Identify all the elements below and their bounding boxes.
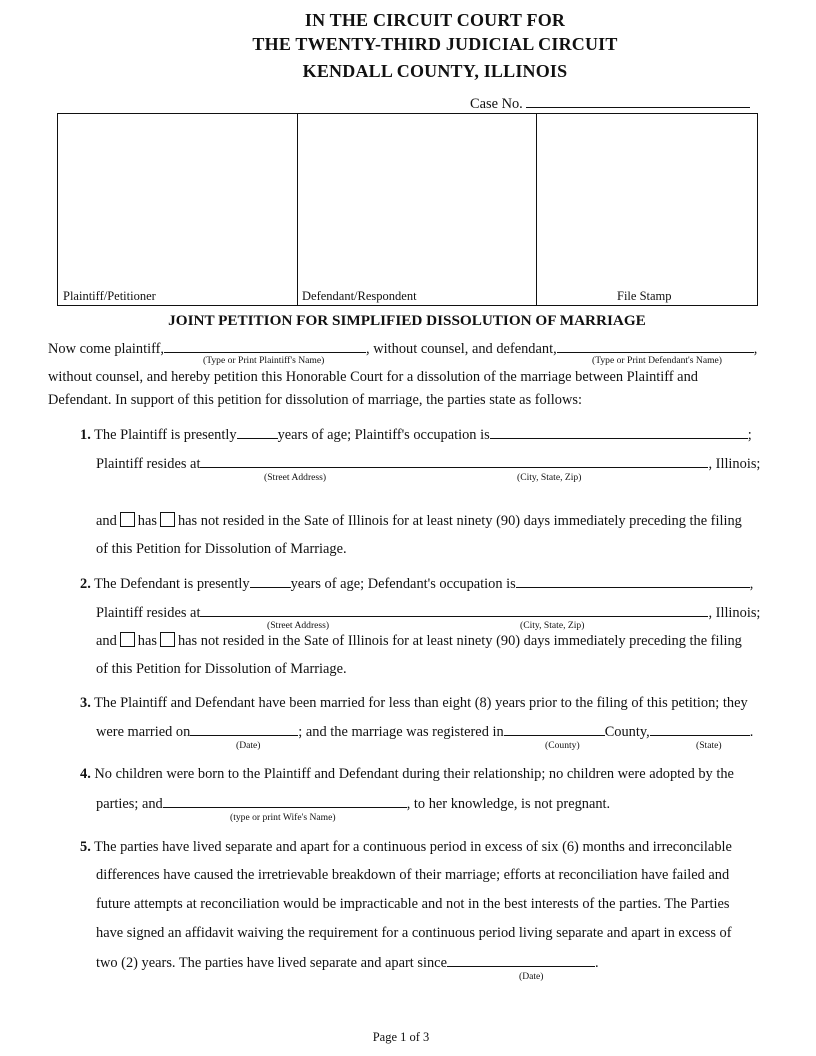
court-name: IN THE CIRCUIT COURT FOR	[304, 10, 566, 30]
item-4-text: No children were born to the Plaintiff and Defendant during their relationship; no children were adopted by the	[94, 766, 734, 782]
item-2-resides-label: Plaintiff resides at	[96, 605, 201, 621]
item-1-and: and	[96, 513, 117, 529]
item-4-number: 4.	[80, 766, 91, 782]
item-4-line-2	[96, 795, 610, 813]
intro-line-2: without counsel, and hereby petition this Honorable Court for a dissolution of the marriage between Plaintiff and	[48, 369, 698, 385]
item-2-and: and	[96, 633, 117, 649]
date-hint: (Date)	[236, 740, 261, 751]
county-hint: (County)	[545, 740, 580, 751]
item-1-text-c: ;	[747, 427, 752, 443]
state-hint: (State)	[696, 740, 722, 751]
defendant-has-resided-checkbox[interactable]	[120, 632, 135, 647]
plaintiff-name-field[interactable]	[164, 340, 366, 353]
item-1-text-a: The Plaintiff is presently	[94, 427, 237, 443]
plaintiff-occupation-field[interactable]	[490, 426, 748, 439]
item-3-text-d: .	[749, 724, 754, 740]
plaintiff-has-resided-checkbox[interactable]	[120, 512, 135, 527]
item-5-text-1: The parties have lived separate and apart for a continuous period in excess of six (6) months and irreconcilable	[94, 839, 732, 855]
circuit-name: THE TWENTY-THIRD JUDICIAL CIRCUIT	[252, 34, 618, 54]
marriage-date-field[interactable]	[190, 723, 298, 736]
plaintiff-caption: Plaintiff/Petitioner	[63, 289, 156, 303]
item-2-line-4: of this Petition for Dissolution of Marriage.	[96, 661, 347, 677]
plaintiff-age-field[interactable]	[237, 426, 278, 439]
item-1-residency-text: has not resided in the Sate of Illinois for at least ninety (90) days immediately preceding the filing	[177, 513, 742, 529]
intro-text-b: , without counsel, and defendant,	[366, 341, 557, 357]
item-2-text-c: ,	[749, 576, 754, 592]
marriage-county-field[interactable]	[504, 723, 605, 736]
separation-date-field[interactable]	[447, 954, 595, 967]
defendant-age-field[interactable]	[250, 575, 291, 588]
item-5-number: 5.	[80, 839, 91, 855]
item-2-illinois: , Illinois;	[708, 605, 761, 621]
wife-name-field[interactable]	[163, 795, 407, 808]
marriage-state-field[interactable]	[650, 723, 750, 736]
item-5-line-3: future attempts at reconciliation would be impracticable and not in the best interests of the parties. The Parties	[96, 896, 730, 912]
plaintiff-has-not-resided-checkbox[interactable]	[160, 512, 175, 527]
plaintiff-box[interactable]	[57, 113, 298, 306]
item-2-residency-text: has not resided in the Sate of Illinois for at least ninety (90) days immediately preceding the filing	[177, 633, 742, 649]
item-4-text-b: , to her knowledge, is not pregnant.	[406, 796, 611, 812]
file-stamp-box	[536, 113, 758, 306]
defendant-has-not-resided-checkbox[interactable]	[160, 632, 175, 647]
item-5-line-4: have signed an affidavit waiving the requirement for a continuous period living separate and apart in excess of	[96, 925, 732, 941]
item-3-line-1	[80, 695, 748, 712]
item-1-line-4: of this Petition for Dissolution of Marriage.	[96, 541, 347, 557]
wife-name-hint: (type or print Wife's Name)	[230, 812, 336, 823]
item-4-text-a: parties; and	[96, 796, 163, 812]
defendant-box[interactable]	[296, 113, 537, 306]
county-name: KENDALL COUNTY, ILLINOIS	[302, 61, 568, 81]
item-2-line-3	[96, 632, 742, 650]
intro-text-a: Now come plaintiff,	[48, 341, 165, 357]
defendant-caption: Defendant/Respondent	[302, 289, 417, 303]
item-4-line-1	[80, 766, 734, 783]
intro-line-3: Defendant. In support of this petition for dissolution of marriage, the parties state as follows:	[48, 392, 582, 408]
item-3-text-b: ; and the marriage was registered in	[298, 724, 504, 740]
item-1-has: has	[137, 513, 157, 529]
document-title: JOINT PETITION FOR SIMPLIFIED DISSOLUTION OF MARRIAGE	[168, 312, 646, 329]
item-2-number: 2.	[80, 576, 91, 592]
item-3-number: 3.	[80, 695, 91, 711]
city-state-zip-hint: (City, State, Zip)	[517, 472, 582, 483]
case-number-field[interactable]	[526, 95, 750, 108]
defendant-name-hint: (Type or Print Defendant's Name)	[592, 355, 722, 366]
street-address-hint-2: (Street Address)	[267, 620, 330, 631]
item-3-line-2	[96, 723, 753, 741]
city-state-zip-hint-2: (City, State, Zip)	[520, 620, 585, 631]
item-2-text-b: years of age; Defendant's occupation is	[290, 576, 516, 592]
item-2-has: has	[137, 633, 157, 649]
page-number: Page 1 of 3	[372, 1030, 430, 1044]
case-number-label: Case No.	[470, 96, 523, 112]
item-5-line-5	[96, 954, 599, 972]
item-3-text-a: were married on	[96, 724, 191, 740]
item-1-resides-label: Plaintiff resides at	[96, 456, 201, 472]
item-1-number: 1.	[80, 427, 91, 443]
separation-date-hint: (Date)	[519, 971, 544, 982]
item-3-text: The Plaintiff and Defendant have been married for less than eight (8) years prior to the filing of this petition; they	[94, 695, 748, 711]
file-stamp-caption: File Stamp	[617, 289, 672, 303]
street-address-hint: (Street Address)	[264, 472, 327, 483]
item-2-text-a: The Defendant is presently	[94, 576, 250, 592]
item-5-line-2: differences have caused the irretrievable breakdown of their marriage; efforts at reconciliation have failed and	[96, 867, 730, 883]
item-5-line-1	[80, 839, 732, 856]
item-2-line-1	[80, 575, 753, 593]
item-5-text-b: .	[594, 955, 599, 971]
item-5-text-a: two (2) years. The parties have lived separate and apart since	[96, 955, 447, 971]
defendant-occupation-field[interactable]	[516, 575, 750, 588]
item-1-line-3	[96, 512, 742, 530]
defendant-address-field[interactable]	[200, 604, 708, 617]
item-1-line-2	[96, 455, 760, 473]
item-2-line-2	[96, 604, 760, 622]
plaintiff-address-field[interactable]	[200, 455, 708, 468]
plaintiff-name-hint: (Type or Print Plaintiff's Name)	[203, 355, 325, 366]
intro-text-c: ,	[753, 341, 758, 357]
case-number-row	[470, 95, 750, 113]
item-3-text-c: County,	[604, 724, 650, 740]
item-1-illinois: , Illinois;	[708, 456, 761, 472]
item-1-text-b: years of age; Plaintiff's occupation is	[277, 427, 490, 443]
defendant-name-field[interactable]	[557, 340, 754, 353]
item-1-line-1	[80, 426, 752, 444]
